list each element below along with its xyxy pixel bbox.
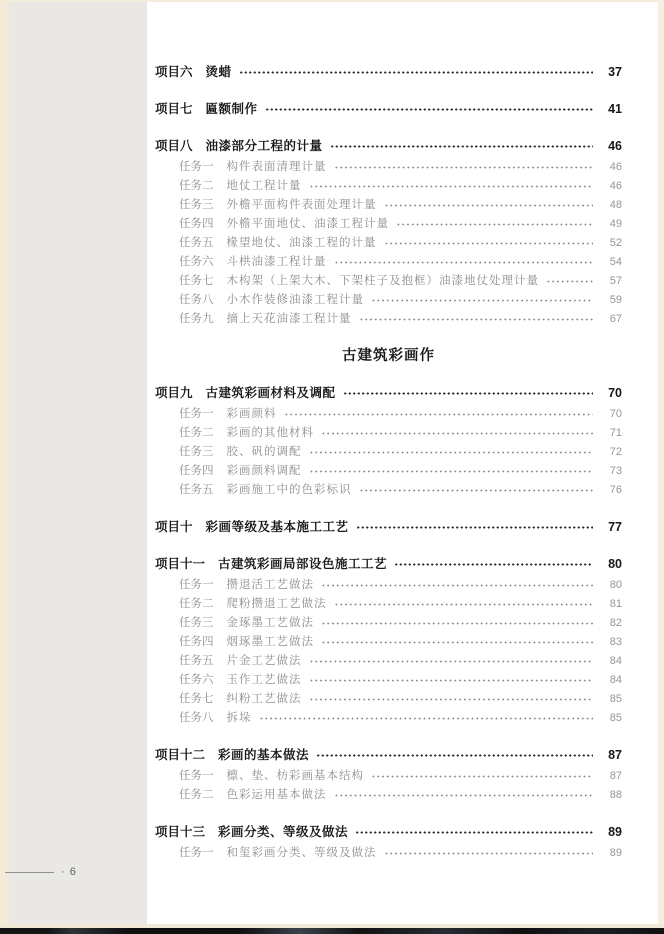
toc-task-row (155, 158, 622, 177)
entry-page-number: 59 (609, 294, 622, 306)
dot-leader (356, 518, 593, 537)
entry-label: 任务二 (179, 180, 214, 192)
entry-title: 古建筑彩画局部设色施工工艺 (218, 557, 388, 571)
entry-label: 任务四 (179, 218, 214, 230)
toc-task-row (155, 614, 622, 633)
toc-task-row (155, 844, 622, 863)
entry-title: 地仗工程计量 (226, 180, 302, 192)
entry-page-number: 72 (609, 446, 622, 458)
dot-leader (394, 555, 593, 574)
entry-label: 任务七 (179, 275, 214, 287)
entry-page-number: 82 (609, 617, 622, 629)
dot-leader (371, 291, 593, 310)
toc-task-row (155, 424, 622, 443)
entry-title: 匾额制作 (205, 102, 258, 116)
dot-leader (384, 234, 594, 253)
entry-label: 项目十一 (155, 557, 206, 571)
dot-leader (384, 844, 594, 863)
toc-project-row (155, 384, 622, 403)
entry-label: 任务三 (179, 446, 214, 458)
entry-title: 爬粉攒退工艺做法 (226, 598, 327, 610)
entry-label: 项目七 (155, 102, 193, 116)
toc-task-row (155, 177, 622, 196)
entry-label: 任务八 (179, 712, 214, 724)
entry-page-number: 83 (609, 636, 622, 648)
dot-leader (343, 384, 593, 403)
entry-page-number: 89 (609, 847, 622, 859)
toc-project-row (155, 100, 622, 119)
entry-title: 彩画等级及基本施工工艺 (205, 520, 349, 534)
entry-page-number: 46 (609, 161, 622, 173)
entry-page-number: 88 (609, 789, 622, 801)
toc-task-row (155, 196, 622, 215)
dot-leader (284, 405, 594, 424)
entry-page-number: 57 (609, 275, 622, 287)
toc-task-row (155, 633, 622, 652)
entry-label: 任务四 (179, 636, 214, 648)
entry-page-number: 67 (609, 313, 622, 325)
entry-title: 彩画的其他材料 (226, 427, 314, 439)
page-footer (5, 866, 77, 878)
entry-label: 项目十 (155, 520, 193, 534)
dot-leader (355, 823, 593, 842)
entry-page-number: 48 (609, 199, 622, 211)
entry-page-number: 77 (608, 520, 622, 534)
entry-page-number: 54 (609, 256, 622, 268)
dot-leader (309, 690, 594, 709)
left-margin-column (9, 2, 147, 925)
dot-leader (359, 310, 594, 329)
entry-title: 片金工艺做法 (226, 655, 302, 667)
entry-page-number: 84 (609, 674, 622, 686)
entry-title: 油漆部分工程的计量 (205, 139, 323, 153)
dot-leader (309, 671, 594, 690)
dot-leader (321, 576, 593, 595)
toc-project-row (155, 823, 622, 842)
entry-title: 色彩运用基本做法 (226, 789, 327, 801)
toc-task-row (155, 767, 622, 786)
entry-title: 摘上天花油漆工程计量 (226, 313, 352, 325)
entry-page-number: 85 (609, 712, 622, 724)
dot-leader (265, 100, 593, 119)
entry-page-number: 73 (609, 465, 622, 477)
toc-task-row (155, 405, 622, 424)
entry-title: 斗栱油漆工程计量 (226, 256, 327, 268)
toc-task-row (155, 310, 622, 329)
entry-label: 任务二 (179, 789, 214, 801)
scan-edge-shadow (0, 928, 664, 934)
entry-title: 烫蜡 (205, 65, 232, 79)
entry-label: 任务五 (179, 484, 214, 496)
dot-leader (239, 63, 593, 82)
entry-label: 任务二 (179, 598, 214, 610)
entry-label: 任务一 (179, 847, 214, 859)
entry-page-number: 81 (609, 598, 622, 610)
entry-title: 彩画颜料调配 (226, 465, 302, 477)
page-edge-right (658, 0, 664, 925)
toc-task-row (155, 709, 622, 728)
entry-title: 彩画的基本做法 (218, 748, 310, 762)
entry-label: 任务一 (179, 770, 214, 782)
page-edge-left (0, 0, 9, 925)
dot-leader (321, 614, 593, 633)
toc-task-row (155, 443, 622, 462)
toc-task-row (155, 291, 622, 310)
toc-task-row (155, 215, 622, 234)
entry-title: 檩、垫、枋彩画基本结构 (226, 770, 364, 782)
entry-page-number: 37 (608, 65, 622, 79)
entry-label: 项目十三 (155, 825, 206, 839)
entry-label: 任务五 (179, 237, 214, 249)
entry-title: 外檐平面地仗、油漆工程计量 (226, 218, 389, 230)
entry-title: 拆垛 (226, 712, 252, 724)
entry-page-number: 70 (609, 408, 622, 420)
toc-task-row (155, 576, 622, 595)
dot-leader (384, 196, 594, 215)
entry-page-number: 46 (609, 180, 622, 192)
entry-label: 任务八 (179, 294, 214, 306)
entry-title: 攒退活工艺做法 (226, 579, 314, 591)
entry-label: 任务三 (179, 617, 214, 629)
entry-page-number: 70 (608, 386, 622, 400)
entry-page-number: 80 (608, 557, 622, 571)
toc-task-row (155, 690, 622, 709)
dot-leader (334, 595, 594, 614)
dot-leader (309, 177, 594, 196)
entry-page-number: 87 (608, 748, 622, 762)
entry-label: 任务二 (179, 427, 214, 439)
entry-page-number: 52 (609, 237, 622, 249)
entry-page-number: 87 (609, 770, 622, 782)
entry-page-number: 71 (609, 427, 622, 439)
dot-leader (334, 253, 594, 272)
entry-label: 项目十二 (155, 748, 206, 762)
entry-title: 纠粉工艺做法 (226, 693, 302, 705)
entry-label: 项目六 (155, 65, 193, 79)
toc-project-row (155, 137, 622, 156)
entry-label: 任务三 (179, 199, 214, 211)
entry-label: 项目九 (155, 386, 193, 400)
entry-title: 烟琢墨工艺做法 (226, 636, 314, 648)
toc-task-row (155, 272, 622, 291)
entry-title: 椽望地仗、油漆工程的计量 (226, 237, 377, 249)
dot-leader (309, 652, 594, 671)
toc-task-row (155, 652, 622, 671)
dot-leader (359, 481, 594, 500)
page-edge-top (0, 0, 664, 2)
entry-label: 项目八 (155, 139, 193, 153)
entry-label: 任务一 (179, 408, 214, 420)
entry-title: 外檐平面构件表面处理计量 (226, 199, 377, 211)
entry-title: 彩画分类、等级及做法 (218, 825, 349, 839)
toc-task-row (155, 786, 622, 805)
dot-leader (316, 746, 593, 765)
entry-label: 任务五 (179, 655, 214, 667)
toc-task-row (155, 671, 622, 690)
entry-label: 任务一 (179, 161, 214, 173)
entry-page-number: 41 (608, 102, 622, 116)
entry-title: 金琢墨工艺做法 (226, 617, 314, 629)
entry-label: 任务四 (179, 465, 214, 477)
entry-page-number: 49 (609, 218, 622, 230)
entry-title: 胶、矾的调配 (226, 446, 302, 458)
toc-project-row (155, 555, 622, 574)
entry-page-number: 76 (609, 484, 622, 496)
entry-title: 木构架（上架大木、下架柱子及抱框）油漆地仗处理计量 (226, 275, 539, 287)
entry-label: 任务七 (179, 693, 214, 705)
footer-rule (5, 872, 54, 873)
entry-label: 任务九 (179, 313, 214, 325)
entry-title: 彩画施工中的色彩标识 (226, 484, 352, 496)
entry-page-number: 80 (609, 579, 622, 591)
dot-leader (330, 137, 593, 156)
entry-title: 古建筑彩画材料及调配 (205, 386, 336, 400)
entry-title: 小木作装修油漆工程计量 (226, 294, 364, 306)
dot-leader (309, 462, 594, 481)
entry-label: 任务一 (179, 579, 214, 591)
entry-page-number: 89 (608, 825, 622, 839)
section-heading: 古建筑彩画作 (342, 348, 435, 364)
entry-title: 和玺彩画分类、等级及做法 (226, 847, 377, 859)
dot-leader (371, 767, 593, 786)
entry-page-number: 84 (609, 655, 622, 667)
dot-leader (259, 709, 594, 728)
toc-task-row (155, 595, 622, 614)
toc-project-row (155, 63, 622, 82)
dot-leader (334, 786, 594, 805)
entry-title: 玉作工艺做法 (226, 674, 302, 686)
toc-project-row (155, 746, 622, 765)
entry-title: 构件表面清理计量 (226, 161, 327, 173)
entry-label: 任务六 (179, 674, 214, 686)
page-number: · 6 (61, 866, 77, 878)
entry-page-number: 46 (608, 139, 622, 153)
dot-leader (334, 158, 594, 177)
dot-leader (321, 633, 593, 652)
entry-page-number: 85 (609, 693, 622, 705)
dot-leader (546, 272, 593, 291)
toc-list (147, 0, 658, 924)
dot-leader (396, 215, 593, 234)
toc-task-row (155, 234, 622, 253)
toc-project-row (155, 518, 622, 537)
toc-task-row (155, 462, 622, 481)
dot-leader (321, 424, 593, 443)
toc-task-row (155, 253, 622, 272)
toc-task-row (155, 481, 622, 500)
entry-title: 彩画颜料 (226, 408, 277, 420)
entry-label: 任务六 (179, 256, 214, 268)
dot-leader (309, 443, 594, 462)
